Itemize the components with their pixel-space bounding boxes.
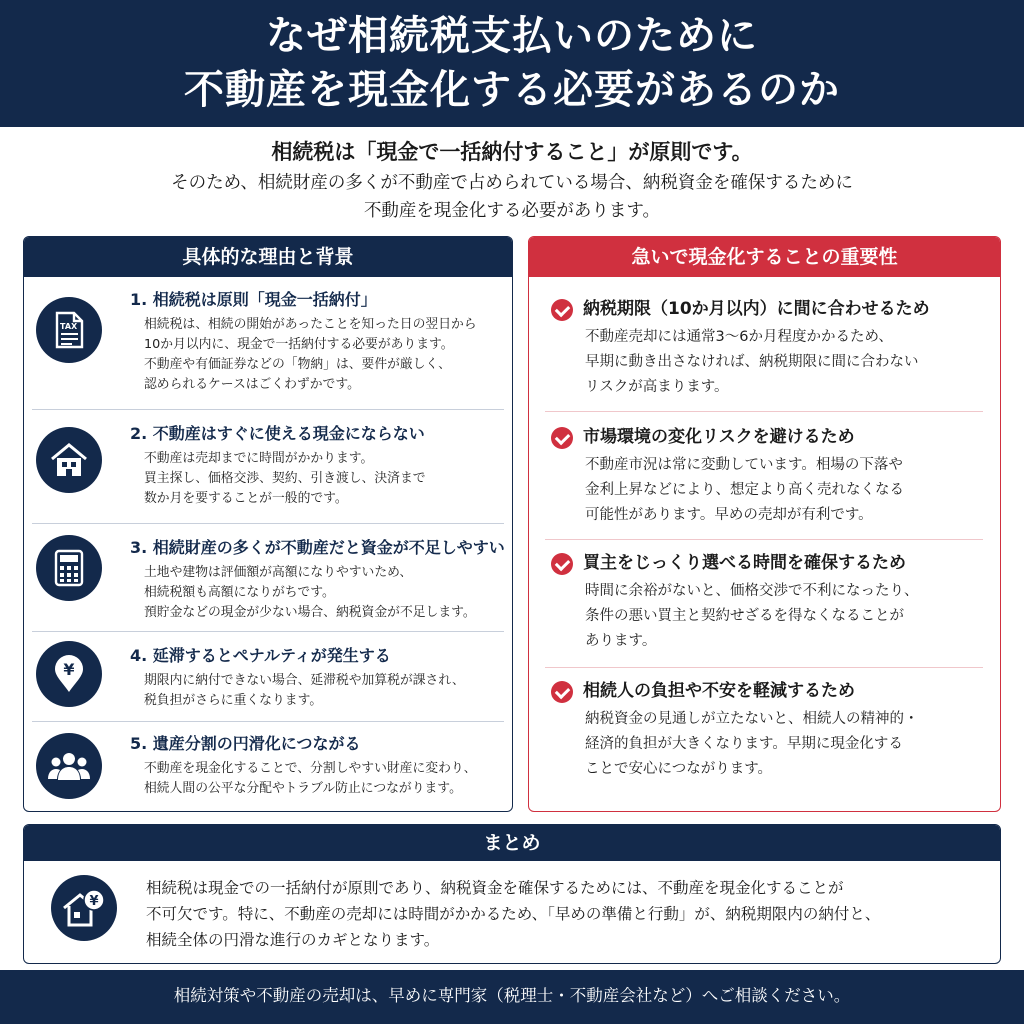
urgency-4-line-3: ことで安心につながります。 [585,761,773,777]
divider [545,667,983,668]
reason-1-line-4: 認められるケースはごくわずかです。 [144,377,360,392]
reason-1-heading: 1. 相続税は原則「現金一括納付」 [130,290,377,309]
intro-lead: 相続税は「現金で一括納付すること」が原則です。 [271,140,753,164]
check-icon [551,299,573,321]
reason-4-heading: 4. 延滞するとペナルティが発生する [130,646,391,665]
summary-line-3: 相続全体の円滑な進行のカギとなります。 [146,931,440,949]
urgency-3-heading: 買主をじっくり選べる時間を確保するため [583,553,906,573]
summary-title: まとめ [24,825,1000,861]
reason-3-line-2: 相続税額も高額になりがちです。 [144,585,335,600]
footer-banner: 相続対策や不動産の売却は、早めに専門家（税理士・不動産会社など）へご相談ください。 [0,970,1024,1024]
urgency-2-heading: 市場環境の変化リスクを避けるため [583,427,855,447]
check-icon [551,681,573,703]
reason-4-line-1: 期限内に納付できない場合、延滞税や加算税が課され、 [144,673,465,688]
reason-5-heading: 5. 遺産分割の円滑化につながる [130,734,361,753]
urgency-1-heading: 納税期限（10か月以内）に間に合わせるため [583,299,930,319]
reason-2-line-2: 買主探し、価格交渉、契約、引き渡し、決済まで [144,471,426,486]
urgency-2-line-1: 不動産市況は常に変動しています。相場の下落や [585,457,903,473]
urgency-2-line-3: 可能性があります。早めの売却が有利です。 [585,507,873,523]
title-banner [0,0,1024,127]
title-line-1: なぜ相続税支払いのために [266,13,758,59]
svg-text:TAX: TAX [60,322,78,331]
divider [32,409,504,410]
title-line-2: 不動産を現金化する必要があるのか [184,67,840,113]
urgency-4-heading: 相続人の負担や不安を軽減するため [583,681,855,701]
intro-text-line-2: 不動産を現金化する必要があります。 [363,201,661,221]
urgency-1-line-1: 不動産売却には通常3〜6か月程度かかるため、 [585,329,893,345]
urgency-3-line-1: 時間に余裕がないと、価格交渉で不利になったり、 [585,583,919,599]
reason-4-line-2: 税負担がさらに重くなります。 [144,693,323,708]
check-icon [551,427,573,449]
reason-2-line-1: 不動産は売却までに時間がかかります。 [144,451,374,466]
reason-2-line-3: 数か月を要することが一般的です。 [144,491,348,506]
intro-text-line-1: そのため、相続財産の多くが不動産で占められている場合、納税資金を確保するために [171,173,853,193]
divider [32,721,504,722]
svg-text:¥: ¥ [63,660,75,679]
reasons-panel-title: 具体的な理由と背景 [24,237,512,277]
reason-2-heading: 2. 不動産はすぐに使える現金にならない [130,424,425,443]
people-icon [36,733,102,799]
urgency-3-line-2: 条件の悪い買主と契約せざるを得なくなることが [585,608,904,624]
reason-3-line-3: 預貯金などの現金が少ない場合、納税資金が不足します。 [144,605,476,620]
reason-5-line-2: 相続人間の公平な分配やトラブル防止につながります。 [144,781,462,796]
house-yen-icon [51,875,117,941]
yen-pin-icon [36,641,102,707]
house-icon [36,427,102,493]
urgency-1-line-3: リスクが高まります。 [585,379,729,395]
divider [545,539,983,540]
reason-3-heading: 3. 相続財産の多くが不動産だと資金が不足しやすい [130,538,505,557]
reason-1-line-1: 相続税は、相続の開始があったことを知った日の翌日から [144,317,477,332]
urgency-4-line-2: 経済的負担が大きくなります。早期に現金化する [585,736,903,752]
urgency-panel [528,236,1001,812]
divider [32,523,504,524]
summary-panel [23,824,1001,964]
divider [545,411,983,412]
urgency-panel-title: 急いで現金化することの重要性 [529,237,1000,277]
urgency-4-line-1: 納税資金の見通しが立たないと、相続人の精神的・ [585,711,919,727]
divider [32,631,504,632]
urgency-3-line-3: あります。 [585,633,657,649]
reason-1-line-3: 不動産や有価証券などの「物納」は、要件が厳しく、 [144,357,451,372]
summary-line-1: 相続税は現金での一括納付が原則であり、納税資金を確保するためには、不動産を現金化することが [146,879,844,897]
reason-5-line-1: 不動産を現金化することで、分割しやすい財産に変わり、 [144,761,477,776]
svg-text:¥: ¥ [89,894,99,909]
reasons-panel [23,236,513,812]
reason-3-line-1: 土地や建物は評価額が高額になりやすいため、 [144,565,413,580]
urgency-1-line-2: 早期に動き出さなければ、納税期限に間に合わない [585,354,919,370]
check-icon [551,553,573,575]
urgency-2-line-2: 金利上昇などにより、想定より高く売れなくなる [585,482,904,498]
tax-document-icon [36,297,102,363]
summary-line-2: 不可欠です。特に、不動産の売却には時間がかかるため、「早めの準備と行動」が、納税期限内の納付と、 [146,905,881,923]
calculator-icon [36,535,102,601]
reason-1-line-2: 10か月以内に、現金で一括納付する必要があります。 [144,337,454,352]
